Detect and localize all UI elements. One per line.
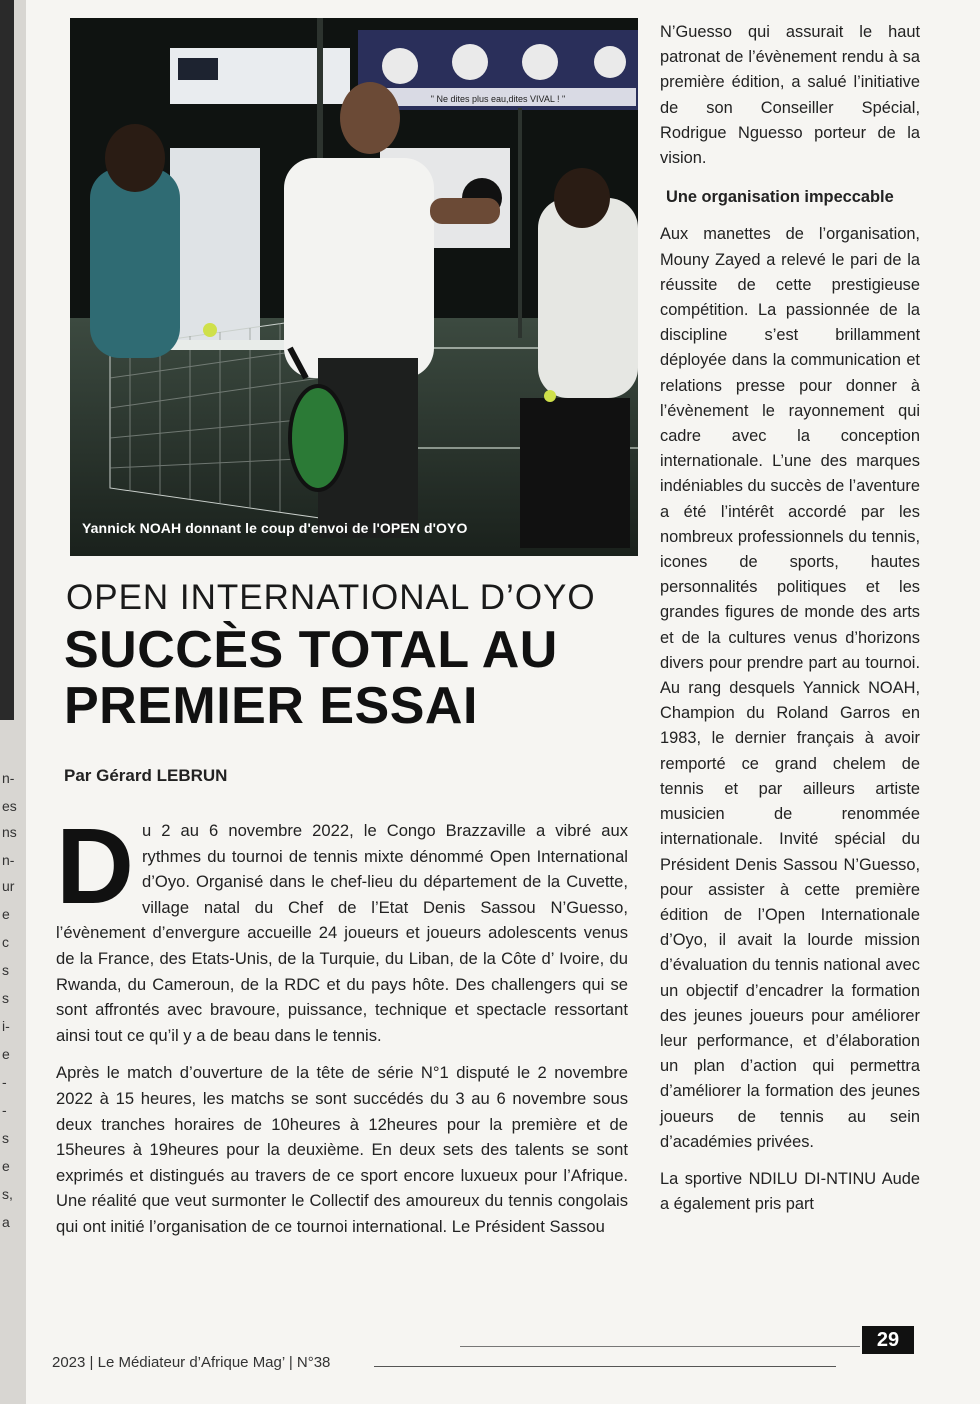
banner-slogan: " Ne dites plus eau,dites VIVAL ! ": [430, 94, 566, 104]
gutter-fragment: c: [2, 934, 9, 950]
headline-title-line: PREMIER ESSAI: [64, 677, 478, 735]
gutter-fragment: a: [2, 1214, 10, 1230]
gutter-fragment: es: [2, 798, 17, 814]
headline-kicker: OPEN INTERNATIONAL D’OYO: [66, 578, 596, 617]
gutter-fragment: s: [2, 962, 9, 978]
gutter-fragment: ur: [2, 878, 15, 894]
gutter-fragment: -: [2, 1074, 7, 1090]
gutter-fragment: e: [2, 1158, 10, 1174]
gutter-fragment: s: [2, 1130, 9, 1146]
page-number: 29: [862, 1326, 914, 1354]
left-page-gutter: [0, 0, 26, 1404]
gutter-fragment: -: [2, 1102, 7, 1118]
footer-text: 2023 | Le Médiateur d’Afrique Mag’ | N°38: [52, 1354, 331, 1371]
paragraph-text: u 2 au 6 novembre 2022, le Congo Brazzaville a vibré aux rythmes du tournoi de tennis mixte dénommé Open International d’Oyo. Organisé dans le chef-lieu du département de la Cuvette, village natal du Chef de l’Etat Denis Sassou N’Guesso, l’évènement d’envergure accueille 24 joueurs et joueurs adolescents venus de la France, des Etats-Unis, de la Turquie, du Liban, de la Côte d’ Ivoire, du Rwanda, du Cameroun, de la RDC et du pays hôte. Des challengers qui se sont affrontés avec bravoure, puissance, technique et spectacle ressortant ainsi tout ce qu’il y a de beau dans le tennis.: [56, 821, 628, 1045]
body-paragraph: [56, 805, 628, 1048]
tennis-scene-illustration: [70, 18, 638, 556]
gutter-fragment: e: [2, 1046, 10, 1062]
body-right-column: [660, 20, 920, 1229]
gutter-fragment: s: [2, 990, 9, 1006]
gutter-fragment: n-: [2, 770, 15, 786]
footer-rule: [460, 1346, 860, 1347]
body-paragraph: N’Guesso qui assurait le haut patronat de l’évènement rendu à sa première édition, a salué l’initiative de son Conseiller Spécial, Rodrigue Nguesso porteur de la vision.: [660, 23, 920, 168]
footer-rule: [374, 1366, 836, 1367]
photo-caption: Yannick NOAH donnant le coup d'envoi de l'OPEN d'OYO: [82, 520, 468, 536]
body-paragraph: Aux manettes de l’organisation, Mouny Zayed a relevé le pari de la réussite de cette prestigieuse compétition. La passionnée de la discipline s’est brillamment déployée dans la communication et relations presse pour donner à l’évènement le rayonnement qui cadre avec la conception internationale. L’une des marques indéniables du succès de l’aventure a été l’intérêt accordé par les nombreux professionnels du tennis, icones de sports, hautes personnalités politiques et les grandes figures de monde des arts et de la cultures venus d’horizons divers pour prendre part au tournoi. Au rang desquels Yannick NOAH, Champion du Roland Garros en 1983, le dernier français à avoir remporté ce grand chelem de tennis et par ailleurs artiste musicien de renommée internationale. Invité spécial du Président Denis Sassou N’Guesso, pour assister à cette première édition de l’Open Internationale d’Oyo, il avait la lourde mission d’évaluation du tennis national avec un objectif d’encadrer la formation des jeunes joueurs pour améliorer leur performance, et d’élaboration un plan d’action qui permettra d’améliorer la formation des jeunes joueurs de tennis au sein d’académies privées.: [660, 225, 920, 1151]
gutter-fragment: i-: [2, 1018, 10, 1034]
gutter-fragment: n-: [2, 852, 15, 868]
gutter-fragment: ns: [2, 824, 17, 840]
byline: Par Gérard LEBRUN: [64, 766, 228, 785]
headline-title-line: SUCCÈS TOTAL AU: [64, 621, 558, 679]
headline-title: [64, 622, 644, 734]
gutter-fragment: e: [2, 906, 10, 922]
gutter-fragment: s,: [2, 1186, 13, 1202]
body-paragraph: Après le match d’ouverture de la tête de série N°1 disputé le 2 novembre 2022 à 15 heures, les matchs se sont succédés du 3 au 6 novembre sous deux tranches horaires de 10heures à 12heures pour la première et de 15heures à 19heures pour la deuxième. En deux sets des talents se sont exprimés et distingués au travers de ce sport encore luxueux pour l’Afrique. Une réalité que veut surmonter le Collectif des amoureux du tennis congolais qui ont initié l’organisation de ce tournoi international. Le Président Sassou: [56, 1063, 628, 1236]
body-paragraph: La sportive NDILU DI-NTINU Aude a également pris part: [660, 1169, 920, 1214]
body-left-column: [56, 805, 628, 1252]
article-photo: [70, 18, 638, 556]
dropcap: D: [56, 805, 134, 926]
gutter-shadow: [0, 0, 14, 720]
section-subhead: Une organisation impeccable: [666, 188, 894, 207]
